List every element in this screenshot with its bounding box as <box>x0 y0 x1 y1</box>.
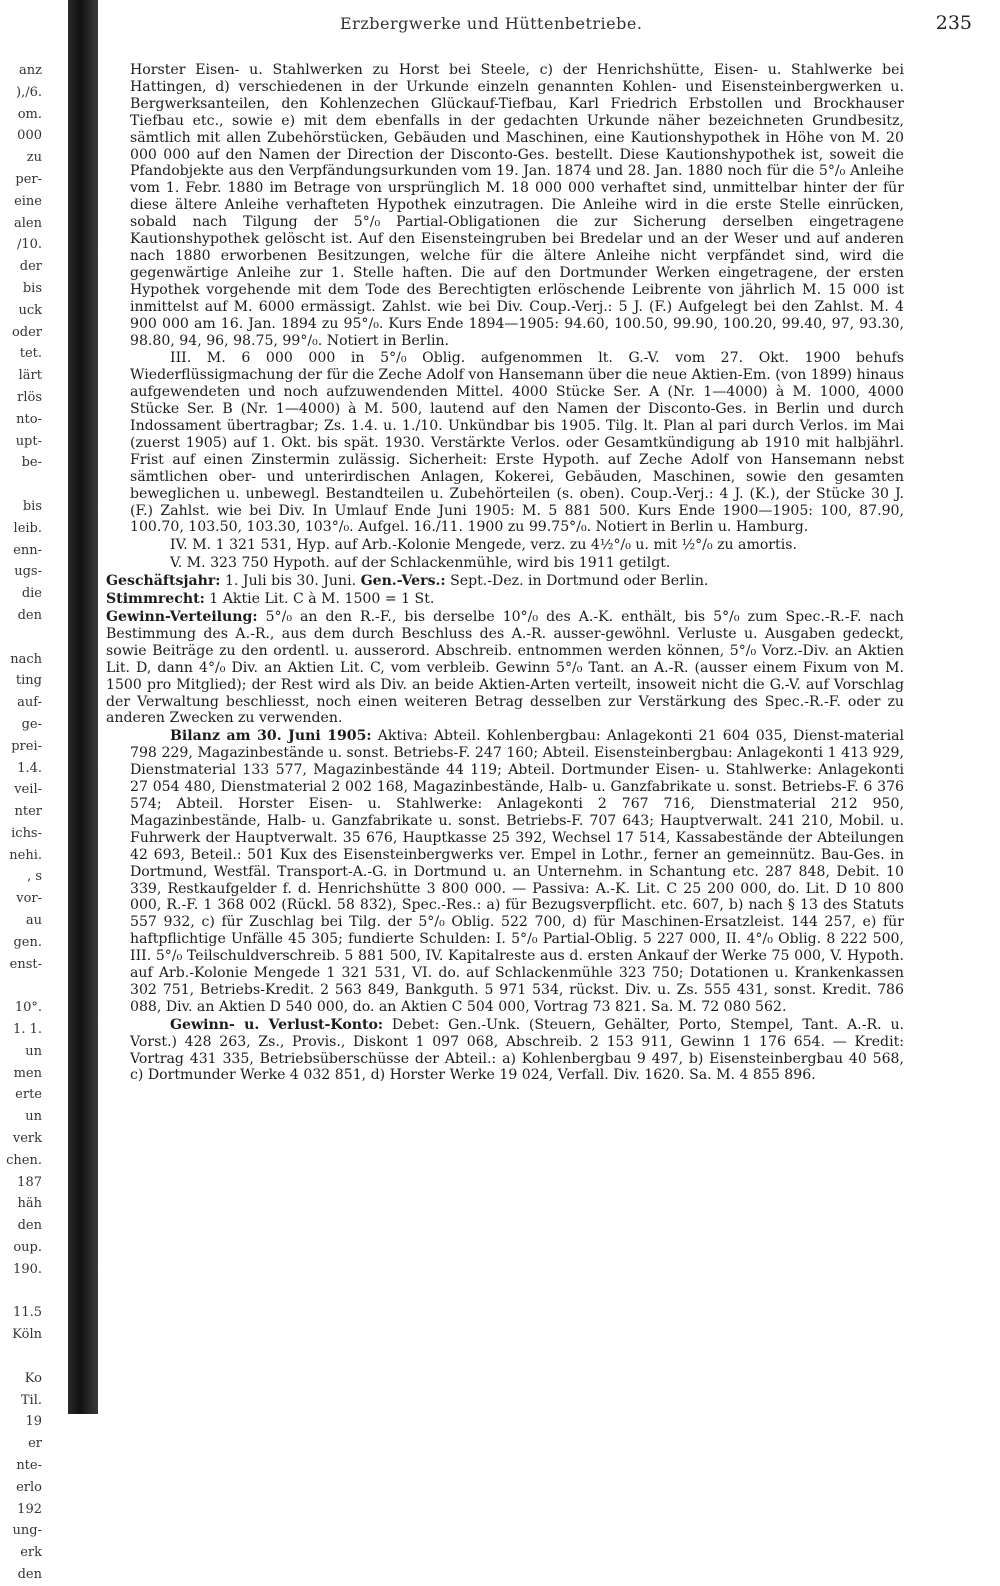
margin-fragment <box>0 1281 42 1303</box>
margin-fragment: erlo <box>16 1479 42 1495</box>
label-profit-distribution: Gewinn-Verteilung: <box>106 609 258 625</box>
text-profit-distribution: 5°/₀ an den R.-F., bis derselbe 10°/₀ des A.-K. enthält, bis 5°/₀ zum Spec.-R.-F. nach Bestimmung des A.-R., aus dem durch Beschluss des A.-R. ausser-gewöhnl. Verluste u. Ausgaben gedeckt, sowie Beiträge zu den ordentl. u. ausserord. Abschreib. entnommen werden können, 5°/₀ Vorz.-Div. an Aktien Lit. D, dann 4°/₀ Div. an Aktien Lit. C, vom verbleib. Gewinn 5°/₀ Tant. an A.-R. (ausser einem Fixum von M. 1500 pro Mitglied); der Rest wird als Div. an beide Aktien-Arten verteilt, insoweit nicht die G.-V. auf Vorschlag der Verwaltung beschliesst, noch einen weiteren Betrag desselben zur Verstärkung des Spec.-R.-F. oder zu anderen Zwecken zu verwenden. <box>106 609 904 727</box>
paragraph-balance-sheet <box>130 728 904 1015</box>
margin-fragment: 11.5 <box>13 1305 42 1321</box>
paragraph-mortgage-details: Horster Eisen- u. Stahlwerken zu Horst bei Steele, c) der Henrichshütte, Eisen- u. Stahlwerke bei Hattingen, d) verschiedenen in der Urkunde einzeln genannten Kohlen- und Eisensteinbergwerken u. Bergwerksanteilen, den Kohlenzechen Glückauf-Tiefbau, Karl Friedrich Erbstollen und Brockhauser Tiefbau etc., sowie e) mit dem ebenfalls in der gedachten Urkunde näher bezeichneten Grundbesitz, sämtlich mit allen Zubehörstücken, Gebäuden und Maschinen, eine Kautionshypothek in Höhe von M. 20 000 000 auf den Namen der Direction der Disconto-Ges. bestellt. Diese Kautionshypothek ist, soweit die Pfandobjekte aus den Verpfändungsurkunden vom 19. Jan. 1874 und 28. Jan. 1880 noch für die 5°/₀ Anleihe vom 1. Febr. 1880 im Betrage von ursprünglich M. 18 000 000 verhaftet sind, unmittelbar hinter der für diese ältere Anleihe verhafteten Hypothek einzutragen. Die Anleihe wird in die erste Stelle einrücken, sobald nach Tilgung der 5°/₀ Partial-Obligationen die zur Sicherung derselben eingetragene Kautionshypothek gelöscht ist. Auf den Eisensteingruben bei Bredelar und an der Weser und auf anderen nach 1880 erworbenen Besitzungen, welche für die ältere Anleihe nicht verpfändet sind, wird die gegenwärtige Anleihe zur 1. Stelle haften. Die auf den Dortmunder Werken eingetragene, der ersten Hypothek vorgehende mit dem Tode des Berechtigten erlöschende Leibrente von jährlich M. 15 000 ist inmittelst auf M. 6000 ermässigt. Zahlst. wie bei Div. Coup.-Verj.: 5 J. (F.) Aufgelegt bei den Zahlst. M. 4 900 000 am 16. Jan. 1894 zu 95°/₀. Kurs Ende 1894—1905: 94.60, 100.50, 99.90, 100.20, 99.40, 97, 93.30, 98.80, 94, 96, 98.75, 99°/₀. Notiert in Berlin. <box>130 62 904 349</box>
text-voting-right: 1 Aktie Lit. C à M. 1500 = 1 St. <box>204 591 435 608</box>
paragraph-bond-v: V. M. 323 750 Hypoth. auf der Schlackenmühle, wird bis 1911 getilgt. <box>170 555 671 572</box>
book-binding-gutter <box>68 0 98 1414</box>
margin-fragment: /10. <box>16 237 42 253</box>
margin-fragment: Til. <box>20 1392 42 1408</box>
margin-fragment: bis <box>22 498 42 514</box>
margin-fragment: un <box>25 1043 42 1059</box>
margin-fragment: nach <box>10 651 42 667</box>
page-body <box>106 62 905 1085</box>
margin-fragment: Köln <box>12 1327 42 1343</box>
page-number: 235 <box>935 12 972 34</box>
margin-fragment: nte- <box>16 1458 42 1473</box>
margin-fragment: tet. <box>19 346 42 362</box>
margin-fragment: Ko <box>24 1370 42 1386</box>
margin-fragment: 1. 1. <box>13 1022 42 1038</box>
margin-fragment: veil- <box>14 782 42 798</box>
margin-fragment: alen <box>14 215 42 231</box>
margin-fragment: enn- <box>13 542 42 558</box>
margin-fragment: bis <box>22 280 42 296</box>
margin-fragment <box>0 1346 42 1368</box>
margin-fragment: 19 <box>25 1414 42 1430</box>
margin-fragment: un <box>25 1109 42 1125</box>
paragraph-bond-iii: III. M. 6 000 000 in 5°/₀ Oblig. aufgenommen lt. G.-V. vom 27. Okt. 1900 behufs Wiederflüssigmachung der für die Zeche Adolf von Hansemann über die neue Aktien-Em. (von 1899) hinaus aufgewendeten und noch aufzuwendenden Mittel. 4000 Stücke Ser. A (Nr. 1—4000) à M. 1000, 4000 Stücke Ser. B (Nr. 1—4000) à M. 500, lautend auf den Namen der Disconto-Ges. in Berlin und durch Indossament übertragbar; Zs. 1.4. u. 1./10. Unkündbar bis 1905. Tilg. lt. Plan al pari durch Verlos. im Mai (zuerst 1905) auf 1. Okt. bis spät. 1930. Verstärkte Verlos. oder Gesamtkündigung ab 1910 mit halbjährl. Frist auf einen Zinstermin zulässig. Sicherheit: Erste Hypoth. auf Zeche Adolf von Hansemann nebst sämtlichen ober- und unterirdischen Anlagen, Kokerei, Gebäuden, Maschinen, sowie den gesamten beweglichen u. unbewegl. Bestandteilen u. Zubehörteilen (s. oben). Coup.-Verj.: 4 J. (K.), der Stücke 30 J. (F.) Zahlst. wie bei Div. In Umlauf Ende Juni 1905: M. 5 881 500. Kurs Ende 1900—1905: 100, 87.90, 100.70, 103.50, 103.30, 103°/₀. Aufgel. 16./11. 1900 zu 99.75°/₀. Notiert in Berlin u. Hamburg. <box>130 350 904 536</box>
margin-fragment: 10°. <box>14 1000 42 1016</box>
margin-fragment: rlös <box>17 389 42 405</box>
margin-fragment: nter <box>14 804 42 820</box>
margin-fragment: auf- <box>17 695 42 711</box>
text-general-meeting: Sept.-Dez. in Dortmund oder Berlin. <box>445 573 709 590</box>
margin-fragment: 190. <box>13 1261 42 1277</box>
text-fiscal-year: 1. Juli bis 30. Juni. <box>220 573 361 590</box>
previous-page-edge <box>0 0 42 1582</box>
margin-fragment: oder <box>11 324 42 340</box>
margin-fragment: au <box>25 913 42 929</box>
margin-fragment: men <box>13 1065 42 1081</box>
label-voting-right: Stimmrecht: <box>106 591 205 608</box>
margin-fragment: prei- <box>11 738 42 754</box>
margin-fragment: gen. <box>13 934 42 950</box>
margin-fragment: ge- <box>21 716 42 732</box>
margin-fragment: er <box>28 1436 42 1452</box>
margin-fragment: 000 <box>17 128 42 144</box>
margin-fragment: 1.4. <box>17 760 42 776</box>
margin-fragment: ung- <box>12 1523 42 1539</box>
margin-fragment: be- <box>21 455 42 471</box>
margin-fragment: , s <box>27 869 42 885</box>
paragraph-voting-right <box>106 591 904 608</box>
margin-fragment: verk <box>12 1131 42 1147</box>
margin-fragment: om. <box>17 106 42 122</box>
previous-page-margin-text <box>0 60 42 1586</box>
margin-fragment: eine <box>14 193 42 209</box>
margin-fragment: vor- <box>16 891 42 907</box>
margin-fragment: zu <box>26 150 42 166</box>
label-general-meeting: Gen.-Vers.: <box>360 573 446 590</box>
margin-fragment: erk <box>20 1545 42 1561</box>
margin-fragment <box>0 627 42 649</box>
label-fiscal-year: Geschäftsjahr: <box>106 573 221 590</box>
paragraph-profit-loss <box>130 1017 904 1085</box>
margin-fragment: den <box>17 1218 42 1234</box>
running-head: Erzbergwerke und Hüttenbetriebe. <box>340 14 643 33</box>
margin-fragment: nto- <box>16 411 42 427</box>
page-header <box>100 14 980 40</box>
margin-fragment: die <box>21 586 42 602</box>
margin-fragment: ),/6. <box>16 84 42 100</box>
margin-fragment: nehi. <box>9 847 42 863</box>
paragraph-profit-distribution <box>106 609 904 727</box>
margin-fragment: 187 <box>17 1174 42 1190</box>
label-balance-sheet: Bilanz am 30. Juni 1905: <box>170 728 372 745</box>
margin-fragment <box>0 474 42 496</box>
margin-fragment <box>0 975 42 997</box>
margin-fragment: den <box>17 607 42 623</box>
label-profit-loss: Gewinn- u. Verlust-Konto: <box>170 1016 384 1033</box>
margin-fragment: der <box>19 259 42 275</box>
margin-fragment: erte <box>15 1087 42 1103</box>
text-balance-sheet: Aktiva: Abteil. Kohlenbergbau: Anlagekonti 21 604 035, Dienst-material 798 229, Magazinbestände u. sonst. Betriebs-F. 247 160; Abteil. Eisensteinbergbau: Anlagekonti 1 413 929, Dienstmaterial 133 577, Magazinbestände 44 119; Abteil. Dortmunder Eisen- u. Stahlwerke: Anlagekonti 27 054 480, Dienstmaterial 2 002 168, Magazinbestände, Halb- u. Ganzfabrikate u. sonst. Betriebs-F. 6 376 574; Abteil. Horster Eisen- u. Stahlwerke: Anlagekonti 2 767 716, Dienstmaterial 212 950, Magazinbestände, Halb- u. Ganzfabrikate u. sonst. Betriebs-F. 707 643; Hauptverwalt. 241 210, Mobil. u. Fuhrwerk der Hauptverwalt. 35 676, Hauptkasse 25 392, Wechsel 17 514, Kassabestände der Abteilungen 42 693, Beteil.: 501 Kux des Eisensteinbergwerks ver. Empel in Lothr., ferner an gemeinnütz. Bau-Ges. in Dortmund, Westfäl. Transport-A.-G. in Dortmund u. an Unternehm. in Schantung etc. 287 848, Debit. 10 339, Restkaufgelder f. d. Henrichshütte 3 800 000. — Passiva: A.-K. Lit. C 25 200 000, do. Lit. D 10 800 000, R.-F. 1 368 002 (Rückl. 58 832), Spec.-Res.: a) für Bezugsverpflicht. etc. 607, b) nach § 13 des Statuts 557 932, c) für Zuschlag bei Tilg. der 5°/₀ Oblig. 522 700, d) für Maschinen-Ersatzleist. 144 257, e) für haftpflichtige Unfälle 45 305; fundierte Schulden: I. 5°/₀ Partial-Oblig. 5 227 000, II. 4°/₀ Oblig. 8 222 500, III. 5°/₀ Teilschuldverschreib. 5 881 500, IV. Kapitalreste aus d. ersten Ankauf der Werke 75 000, V. Hypoth. auf Arb.-Kolonie Mengede 1 321 531, VI. do. auf Schlackenmühle 323 750; Dotationen u. Krankenkassen 302 751, Betriebs-Kredit. 2 563 849, Bankguth. 5 971 534, rückst. Div. u. Zs. 555 431, sonst. Kredit. 786 088, Div. an Aktien D 540 000, do. an Aktien C 504 000, Vortrag 73 821. Sa. M. 72 080 562. <box>130 728 904 1015</box>
margin-fragment: enst- <box>9 956 42 972</box>
margin-fragment: upt- <box>15 433 42 449</box>
margin-fragment: den <box>17 1566 42 1582</box>
margin-fragment: ichs- <box>11 825 42 841</box>
margin-fragment: chen. <box>6 1152 42 1168</box>
margin-fragment: leib. <box>13 520 42 536</box>
paragraph-fiscal-year <box>106 573 904 590</box>
margin-fragment: häh <box>17 1196 42 1212</box>
margin-fragment: lärt <box>18 368 42 384</box>
margin-fragment: 192 <box>17 1501 42 1517</box>
margin-fragment: per- <box>15 171 42 187</box>
paragraph-bond-iv: IV. M. 1 321 531, Hyp. auf Arb.-Kolonie Mengede, verz. zu 4½°/₀ u. mit ½°/₀ zu amortis. <box>170 537 797 554</box>
margin-fragment: ugs- <box>14 564 42 580</box>
margin-fragment: oup. <box>13 1240 42 1256</box>
margin-fragment: uck <box>18 302 42 318</box>
margin-fragment: ting <box>15 673 42 689</box>
margin-fragment: anz <box>19 63 42 78</box>
text-profit-loss: Debet: Gen.-Unk. (Steuern, Gehälter, Porto, Stempel, Tant. A.-R. u. Vorst.) 428 263, Zs., Provis., Diskont 1 097 068, Abschreib. 2 153 911, Gewinn 1 176 654. — Kredit: Vortrag 431 335, Betriebsüberschüsse der Abteil.: a) Kohlenbergbau 9 497, b) Eisensteinbergbau 40 568, c) Dortmunder Werke 4 032 851, d) Horster Werke 19 024, Verfall. Div. 1620. Sa. M. 4 855 896. <box>130 1016 905 1084</box>
